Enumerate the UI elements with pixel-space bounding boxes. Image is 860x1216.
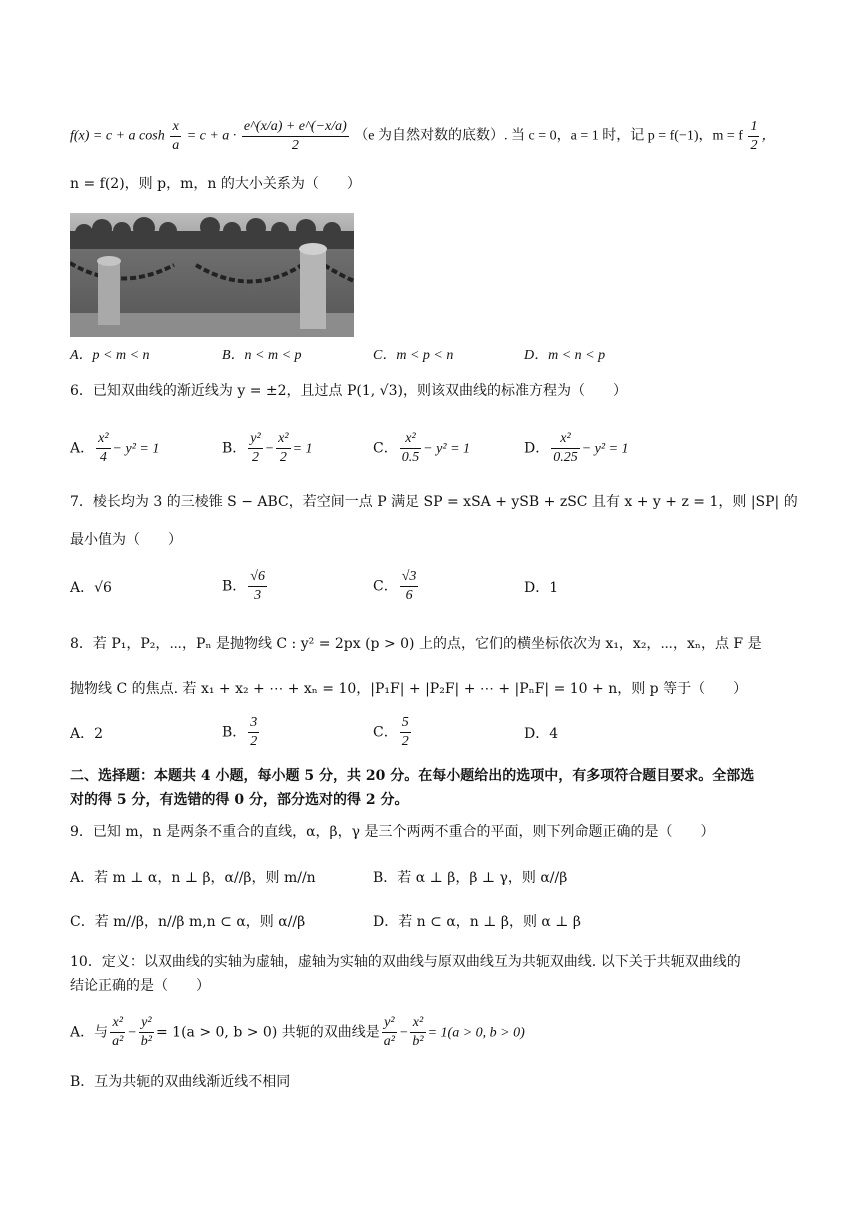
- q9-option-b[interactable]: B．若 α ⊥ β，β ⊥ γ，则 α//β: [373, 870, 568, 886]
- q7-stem-line1: 7．棱长均为 3 的三棱锥 S − ABC，若空间一点 P 满足 SP = xSA + ySB + zSC 且有 x + y + z = 1，则 |SP| 的: [70, 494, 798, 510]
- q10-option-b[interactable]: B．互为共轭的双曲线渐近线不相同: [70, 1074, 291, 1090]
- q9-option-d[interactable]: D．若 n ⊂ α，n ⊥ β，则 α ⊥ β: [373, 914, 582, 930]
- q5-option-c[interactable]: C．m < p < n: [373, 348, 454, 363]
- q5-frac-x-over-a: $\frac{x}{a}$: [172, 119, 180, 153]
- chain-fence-photo: [70, 213, 354, 337]
- q6-stem: 6．已知双曲线的渐近线为 y = ±2，且过点 P(1, √3)，则该双曲线的标准方程为（ ）: [70, 383, 627, 399]
- q7-option-c[interactable]: C． $\frac{√3}{6}$: [373, 569, 417, 603]
- q5-frac-exp: $\frac{e\^{}(x/a) + e\^{}(-x/a)}{2}$: [243, 119, 347, 153]
- q6-option-b[interactable]: B． $\frac{\text{y²}}{2}$ − $\frac{\text{x²}}{2}$ = 1: [222, 431, 313, 465]
- q10-stem-line1: 10．定义：以双曲线的实轴为虚轴，虚轴为实轴的双曲线与原双曲线互为共轭双曲线. 以下关于共轭双曲线的: [70, 954, 741, 970]
- q5-frac-half: $\frac{1}{2}$: [750, 119, 758, 153]
- q8-stem-line1: 8．若 P₁，P₂，⋯，Pₙ 是抛物线 C : y² = 2px (p > 0) 上的点，它们的横坐标依次为 x₁，x₂，⋯，xₙ，点 F 是: [70, 636, 762, 652]
- q7-option-a[interactable]: A．√6: [70, 580, 112, 596]
- q7-option-b[interactable]: B． $\frac{√6}{3}$: [222, 569, 265, 603]
- q5-question-line: n = f(2)，则 p，m，n 的大小关系为（ ）: [70, 176, 361, 192]
- q6-option-d[interactable]: D． $\frac{\text{x²}}{0.25}$ − y² = 1: [524, 431, 629, 465]
- q7-option-d[interactable]: D．1: [524, 580, 559, 596]
- section-2-heading-line1: 二、选择题：本题共 4 小题，每小题 5 分，共 20 分。在每小题给出的选项中，有多项符合题目要求。全部选: [70, 768, 755, 784]
- q8-option-d[interactable]: D．4: [524, 726, 559, 742]
- q10-option-a[interactable]: A．与 $\frac{\text{x²}}{\text{a²}}$ − $\frac{\text{y²}}{\text{b²}}$ = 1(a > 0, b > 0) 共轭的双曲线是 $\frac{\text{y²}}{\text{a²}}$ − $\frac{\text{x²}}{\text{b²}}$ = 1(a > 0, b > 0): [70, 1015, 525, 1049]
- q10-stem-line2: 结论正确的是（ ）: [70, 978, 210, 994]
- q9-option-c[interactable]: C．若 m//β，n//β m,n ⊂ α，则 α//β: [70, 914, 306, 930]
- q9-option-a[interactable]: A．若 m ⊥ α，n ⊥ β，α//β，则 m//n: [70, 870, 316, 886]
- q6-option-a[interactable]: A． $\frac{\text{x²}}{4}$ − y² = 1: [70, 431, 160, 465]
- q7-stem-line2: 最小值为（ ）: [70, 532, 182, 548]
- q8-stem-line2: 抛物线 C 的焦点. 若 x₁ + x₂ + ⋯ + xₙ = 10，|P₁F| + |P₂F| + ⋯ + |PₙF| = 10 + n，则 p 等于（ ）: [70, 681, 748, 697]
- q8-option-c[interactable]: C． $\frac{5}{2}$: [373, 715, 409, 749]
- q5-option-a[interactable]: A．p < m < n: [70, 348, 150, 363]
- q6-option-c[interactable]: C． $\frac{\text{x²}}{0.5}$ − y² = 1: [373, 431, 471, 465]
- q8-option-b[interactable]: B． $\frac{3}{2}$: [222, 715, 258, 749]
- section-2-heading-line2: 对的得 5 分，有选错的得 0 分，部分选对的得 2 分。: [70, 792, 409, 808]
- q9-stem: 9．已知 m，n 是两条不重合的直线，α，β，γ 是三个两两不重合的平面，则下列命题正确的是（ ）: [70, 824, 715, 840]
- q5-option-d[interactable]: D．m < n < p: [524, 348, 606, 363]
- q8-option-a[interactable]: A．2: [70, 726, 104, 742]
- q5-formula-line: f(x) = c + a cosh $\frac{x}{a}$ = c + a · $\frac{e\^{}(x/a) + e\^{}(-x/a)}{2}$ （e 为自然对数的底数）. 当 c = 0，a = 1 时，记 p = f(−1)，m = f $\frac{1}{2}$ ，: [70, 119, 776, 153]
- q5-option-b[interactable]: B．n < m < p: [222, 348, 302, 363]
